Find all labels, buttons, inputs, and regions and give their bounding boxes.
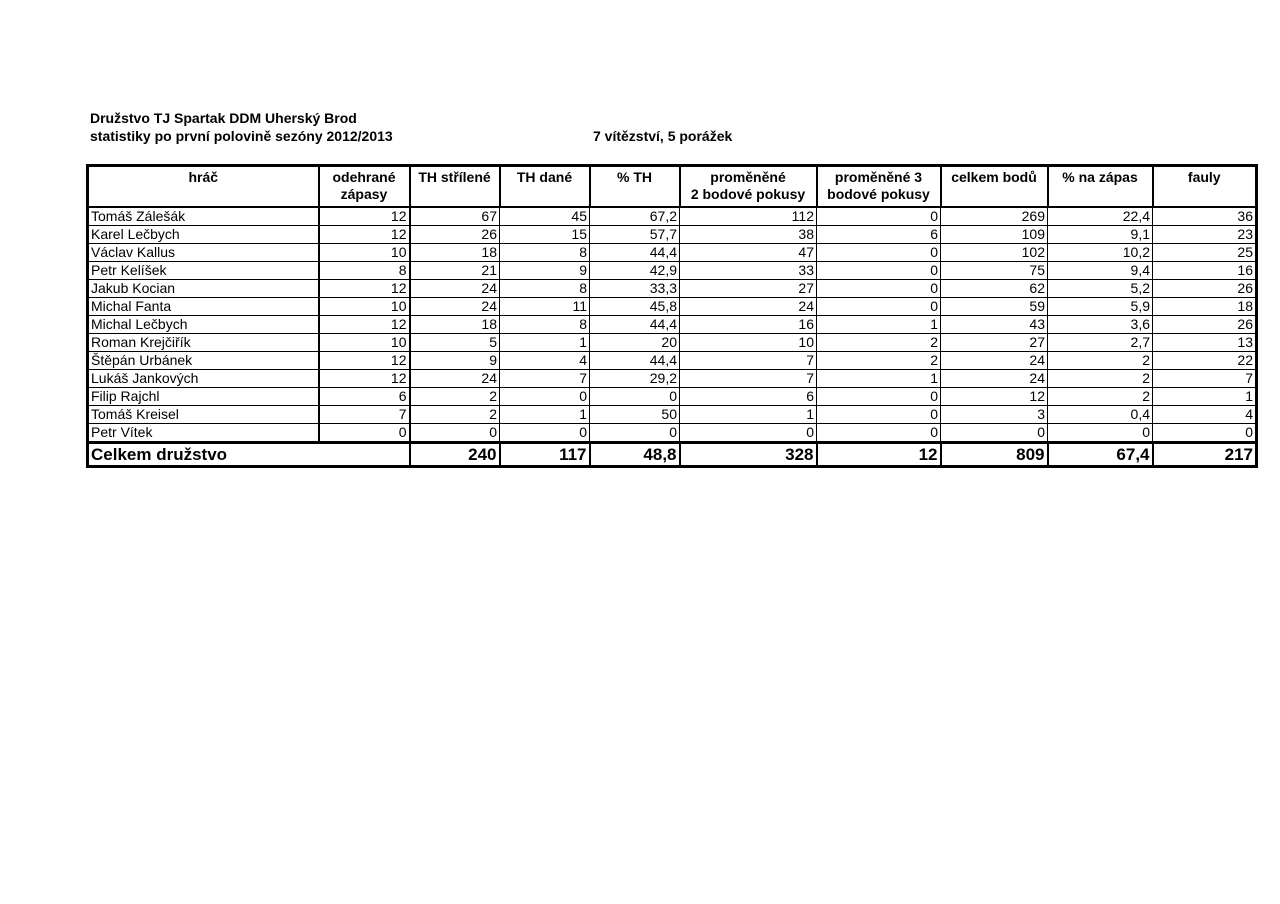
total-cell: 809 [941, 443, 1048, 467]
stat-cell: 0,4 [1048, 406, 1153, 424]
stat-cell: 0 [1153, 424, 1257, 443]
column-header-line1: fauly [1187, 169, 1221, 185]
stat-cell: 7 [319, 406, 410, 424]
stat-cell: 0 [410, 424, 500, 443]
total-cell: 217 [1153, 443, 1257, 467]
stat-cell: 0 [590, 388, 680, 406]
table-row [88, 298, 1257, 316]
stat-cell: 13 [1153, 334, 1257, 352]
table-row [88, 334, 1257, 352]
stat-cell: 36 [1153, 207, 1257, 226]
stat-cell: 2 [1048, 370, 1153, 388]
total-cell: 328 [680, 443, 817, 467]
stat-cell: 8 [500, 280, 590, 298]
stat-cell: 5,2 [1048, 280, 1153, 298]
stat-cell: 24 [680, 298, 817, 316]
stat-cell: 44,4 [590, 244, 680, 262]
stat-cell: 38 [680, 226, 817, 244]
stat-cell: 15 [500, 226, 590, 244]
total-cell: 48,8 [590, 443, 680, 467]
stat-cell: 7 [1153, 370, 1257, 388]
stat-cell: 0 [680, 424, 817, 443]
stat-cell: 109 [941, 226, 1048, 244]
stat-cell: 22,4 [1048, 207, 1153, 226]
stat-cell: 7 [500, 370, 590, 388]
column-header-line1: odehrané [332, 169, 396, 185]
player-stats-table [86, 164, 1258, 468]
stat-cell: 10 [680, 334, 817, 352]
stat-cell: 1 [680, 406, 817, 424]
stat-cell: 0 [590, 424, 680, 443]
stat-cell: 27 [941, 334, 1048, 352]
stat-cell: 18 [1153, 298, 1257, 316]
stat-cell: 0 [941, 424, 1048, 443]
stat-cell: 44,4 [590, 316, 680, 334]
total-cell: 240 [410, 443, 500, 467]
column-header-line2: 2 bodové pokusy [690, 186, 806, 202]
stat-cell: 20 [590, 334, 680, 352]
stat-cell: 269 [941, 207, 1048, 226]
stat-cell: 21 [410, 262, 500, 280]
stat-cell: 59 [941, 298, 1048, 316]
stat-cell: 26 [1153, 280, 1257, 298]
stat-cell: 24 [941, 370, 1048, 388]
table-body [88, 207, 1257, 443]
table-row [88, 226, 1257, 244]
column-header [590, 166, 680, 208]
stat-cell: 9,4 [1048, 262, 1153, 280]
stat-cell: 1 [500, 406, 590, 424]
column-header-line2: bodové pokusy [827, 186, 930, 202]
stat-cell: 10,2 [1048, 244, 1153, 262]
player-name: Jakub Kocian [88, 280, 319, 298]
stat-cell: 0 [500, 424, 590, 443]
stat-cell: 16 [680, 316, 817, 334]
stat-cell: 67,2 [590, 207, 680, 226]
stat-cell: 2,7 [1048, 334, 1153, 352]
player-name: Tomáš Kreisel [88, 406, 319, 424]
stat-cell: 12 [319, 207, 410, 226]
player-name: Michal Fanta [88, 298, 319, 316]
stat-cell: 12 [319, 352, 410, 370]
column-header-line1: TH střílené [418, 169, 491, 185]
stat-cell: 7 [680, 370, 817, 388]
total-cell: 12 [817, 443, 941, 467]
stat-cell: 1 [817, 316, 941, 334]
stat-cell: 62 [941, 280, 1048, 298]
column-header [410, 166, 500, 208]
table-row [88, 406, 1257, 424]
stat-cell: 42,9 [590, 262, 680, 280]
table-row [88, 370, 1257, 388]
stat-cell: 6 [680, 388, 817, 406]
stat-cell: 0 [817, 424, 941, 443]
column-header [817, 166, 941, 208]
stat-cell: 26 [1153, 316, 1257, 334]
stat-cell: 0 [817, 280, 941, 298]
stat-cell: 0 [1048, 424, 1153, 443]
stat-cell: 4 [500, 352, 590, 370]
stat-cell: 25 [1153, 244, 1257, 262]
stat-cell: 112 [680, 207, 817, 226]
player-name: Tomáš Zálešák [88, 207, 319, 226]
stat-cell: 57,7 [590, 226, 680, 244]
stat-cell: 7 [680, 352, 817, 370]
stat-cell: 2 [410, 406, 500, 424]
column-header-line1: % TH [617, 169, 652, 185]
column-header [1048, 166, 1153, 208]
stat-cell: 45,8 [590, 298, 680, 316]
stat-cell: 9,1 [1048, 226, 1153, 244]
stat-cell: 1 [817, 370, 941, 388]
stat-cell: 6 [817, 226, 941, 244]
stat-cell: 10 [319, 298, 410, 316]
stat-cell: 44,4 [590, 352, 680, 370]
column-header [88, 166, 319, 208]
stat-cell: 3,6 [1048, 316, 1153, 334]
stat-cell: 6 [319, 388, 410, 406]
column-header [941, 166, 1048, 208]
table-row [88, 207, 1257, 226]
stat-cell: 1 [500, 334, 590, 352]
stat-cell: 23 [1153, 226, 1257, 244]
player-name: Štěpán Urbánek [88, 352, 319, 370]
stat-cell: 8 [500, 316, 590, 334]
stat-cell: 0 [817, 262, 941, 280]
stat-cell: 12 [319, 316, 410, 334]
stat-cell: 2 [817, 334, 941, 352]
player-name: Petr Vítek [88, 424, 319, 443]
table-footer [88, 443, 1257, 467]
stat-cell: 43 [941, 316, 1048, 334]
stat-cell: 26 [410, 226, 500, 244]
player-name: Václav Kallus [88, 244, 319, 262]
total-row [88, 443, 1257, 467]
stat-cell: 0 [817, 406, 941, 424]
stat-cell: 1 [1153, 388, 1257, 406]
stat-cell: 18 [410, 244, 500, 262]
stat-cell: 24 [410, 298, 500, 316]
stat-cell: 24 [941, 352, 1048, 370]
stat-cell: 2 [410, 388, 500, 406]
table-row [88, 352, 1257, 370]
stat-cell: 22 [1153, 352, 1257, 370]
season-subtitle: statistiky po první polovině sezóny 2012/2013 [90, 128, 393, 144]
column-header-line1: hráč [188, 169, 219, 185]
column-header-line1: TH dané [516, 169, 573, 185]
column-header [1153, 166, 1257, 208]
table-row [88, 424, 1257, 443]
stat-cell: 45 [500, 207, 590, 226]
stat-cell: 50 [590, 406, 680, 424]
stat-cell: 12 [319, 226, 410, 244]
player-name: Michal Lečbych [88, 316, 319, 334]
stat-cell: 10 [319, 334, 410, 352]
season-record: 7 vítězství, 5 porážek [593, 128, 733, 144]
stat-cell: 0 [500, 388, 590, 406]
table-row [88, 262, 1257, 280]
table-row [88, 388, 1257, 406]
column-header-line1: celkem bodů [951, 169, 1037, 185]
stat-cell: 0 [817, 244, 941, 262]
stat-cell: 24 [410, 280, 500, 298]
total-cell: 67,4 [1048, 443, 1153, 467]
stat-cell: 5 [410, 334, 500, 352]
stat-cell: 9 [500, 262, 590, 280]
table-row [88, 244, 1257, 262]
column-header-line2: zápasy [340, 186, 388, 202]
stat-cell: 11 [500, 298, 590, 316]
stat-cell: 67 [410, 207, 500, 226]
stat-cell: 0 [817, 388, 941, 406]
column-header [319, 166, 410, 208]
stat-cell: 33,3 [590, 280, 680, 298]
stat-cell: 10 [319, 244, 410, 262]
stat-cell: 12 [319, 370, 410, 388]
stat-cell: 0 [319, 424, 410, 443]
stat-cell: 0 [817, 298, 941, 316]
stat-cell: 102 [941, 244, 1048, 262]
player-name: Filip Rajchl [88, 388, 319, 406]
stat-cell: 29,2 [590, 370, 680, 388]
stat-cell: 18 [410, 316, 500, 334]
stat-cell: 47 [680, 244, 817, 262]
stat-cell: 9 [410, 352, 500, 370]
player-name: Karel Lečbych [88, 226, 319, 244]
player-name: Roman Krejčiřík [88, 334, 319, 352]
stat-cell: 2 [817, 352, 941, 370]
stat-cell: 5,9 [1048, 298, 1153, 316]
stat-cell: 16 [1153, 262, 1257, 280]
stat-cell: 8 [319, 262, 410, 280]
stat-cell: 75 [941, 262, 1048, 280]
stat-cell: 12 [941, 388, 1048, 406]
team-title: Družstvo TJ Spartak DDM Uherský Brod [90, 110, 357, 126]
stat-cell: 33 [680, 262, 817, 280]
column-header-line1: % na zápas [1062, 169, 1138, 185]
total-cell: 117 [500, 443, 590, 467]
stat-cell: 4 [1153, 406, 1257, 424]
stat-cell: 12 [319, 280, 410, 298]
stat-cell: 24 [410, 370, 500, 388]
stat-cell: 2 [1048, 388, 1153, 406]
stat-cell: 0 [817, 207, 941, 226]
total-label: Celkem družstvo [88, 443, 410, 467]
stat-cell: 8 [500, 244, 590, 262]
stat-cell: 3 [941, 406, 1048, 424]
column-header [500, 166, 590, 208]
table-row [88, 280, 1257, 298]
table-row [88, 316, 1257, 334]
column-header [680, 166, 817, 208]
player-name: Lukáš Jankových [88, 370, 319, 388]
player-name: Petr Kelíšek [88, 262, 319, 280]
column-header-line1: proměněné [710, 169, 786, 185]
stat-cell: 2 [1048, 352, 1153, 370]
stat-cell: 27 [680, 280, 817, 298]
column-header-line1: proměněné 3 [834, 169, 923, 185]
table-header [88, 166, 1257, 208]
